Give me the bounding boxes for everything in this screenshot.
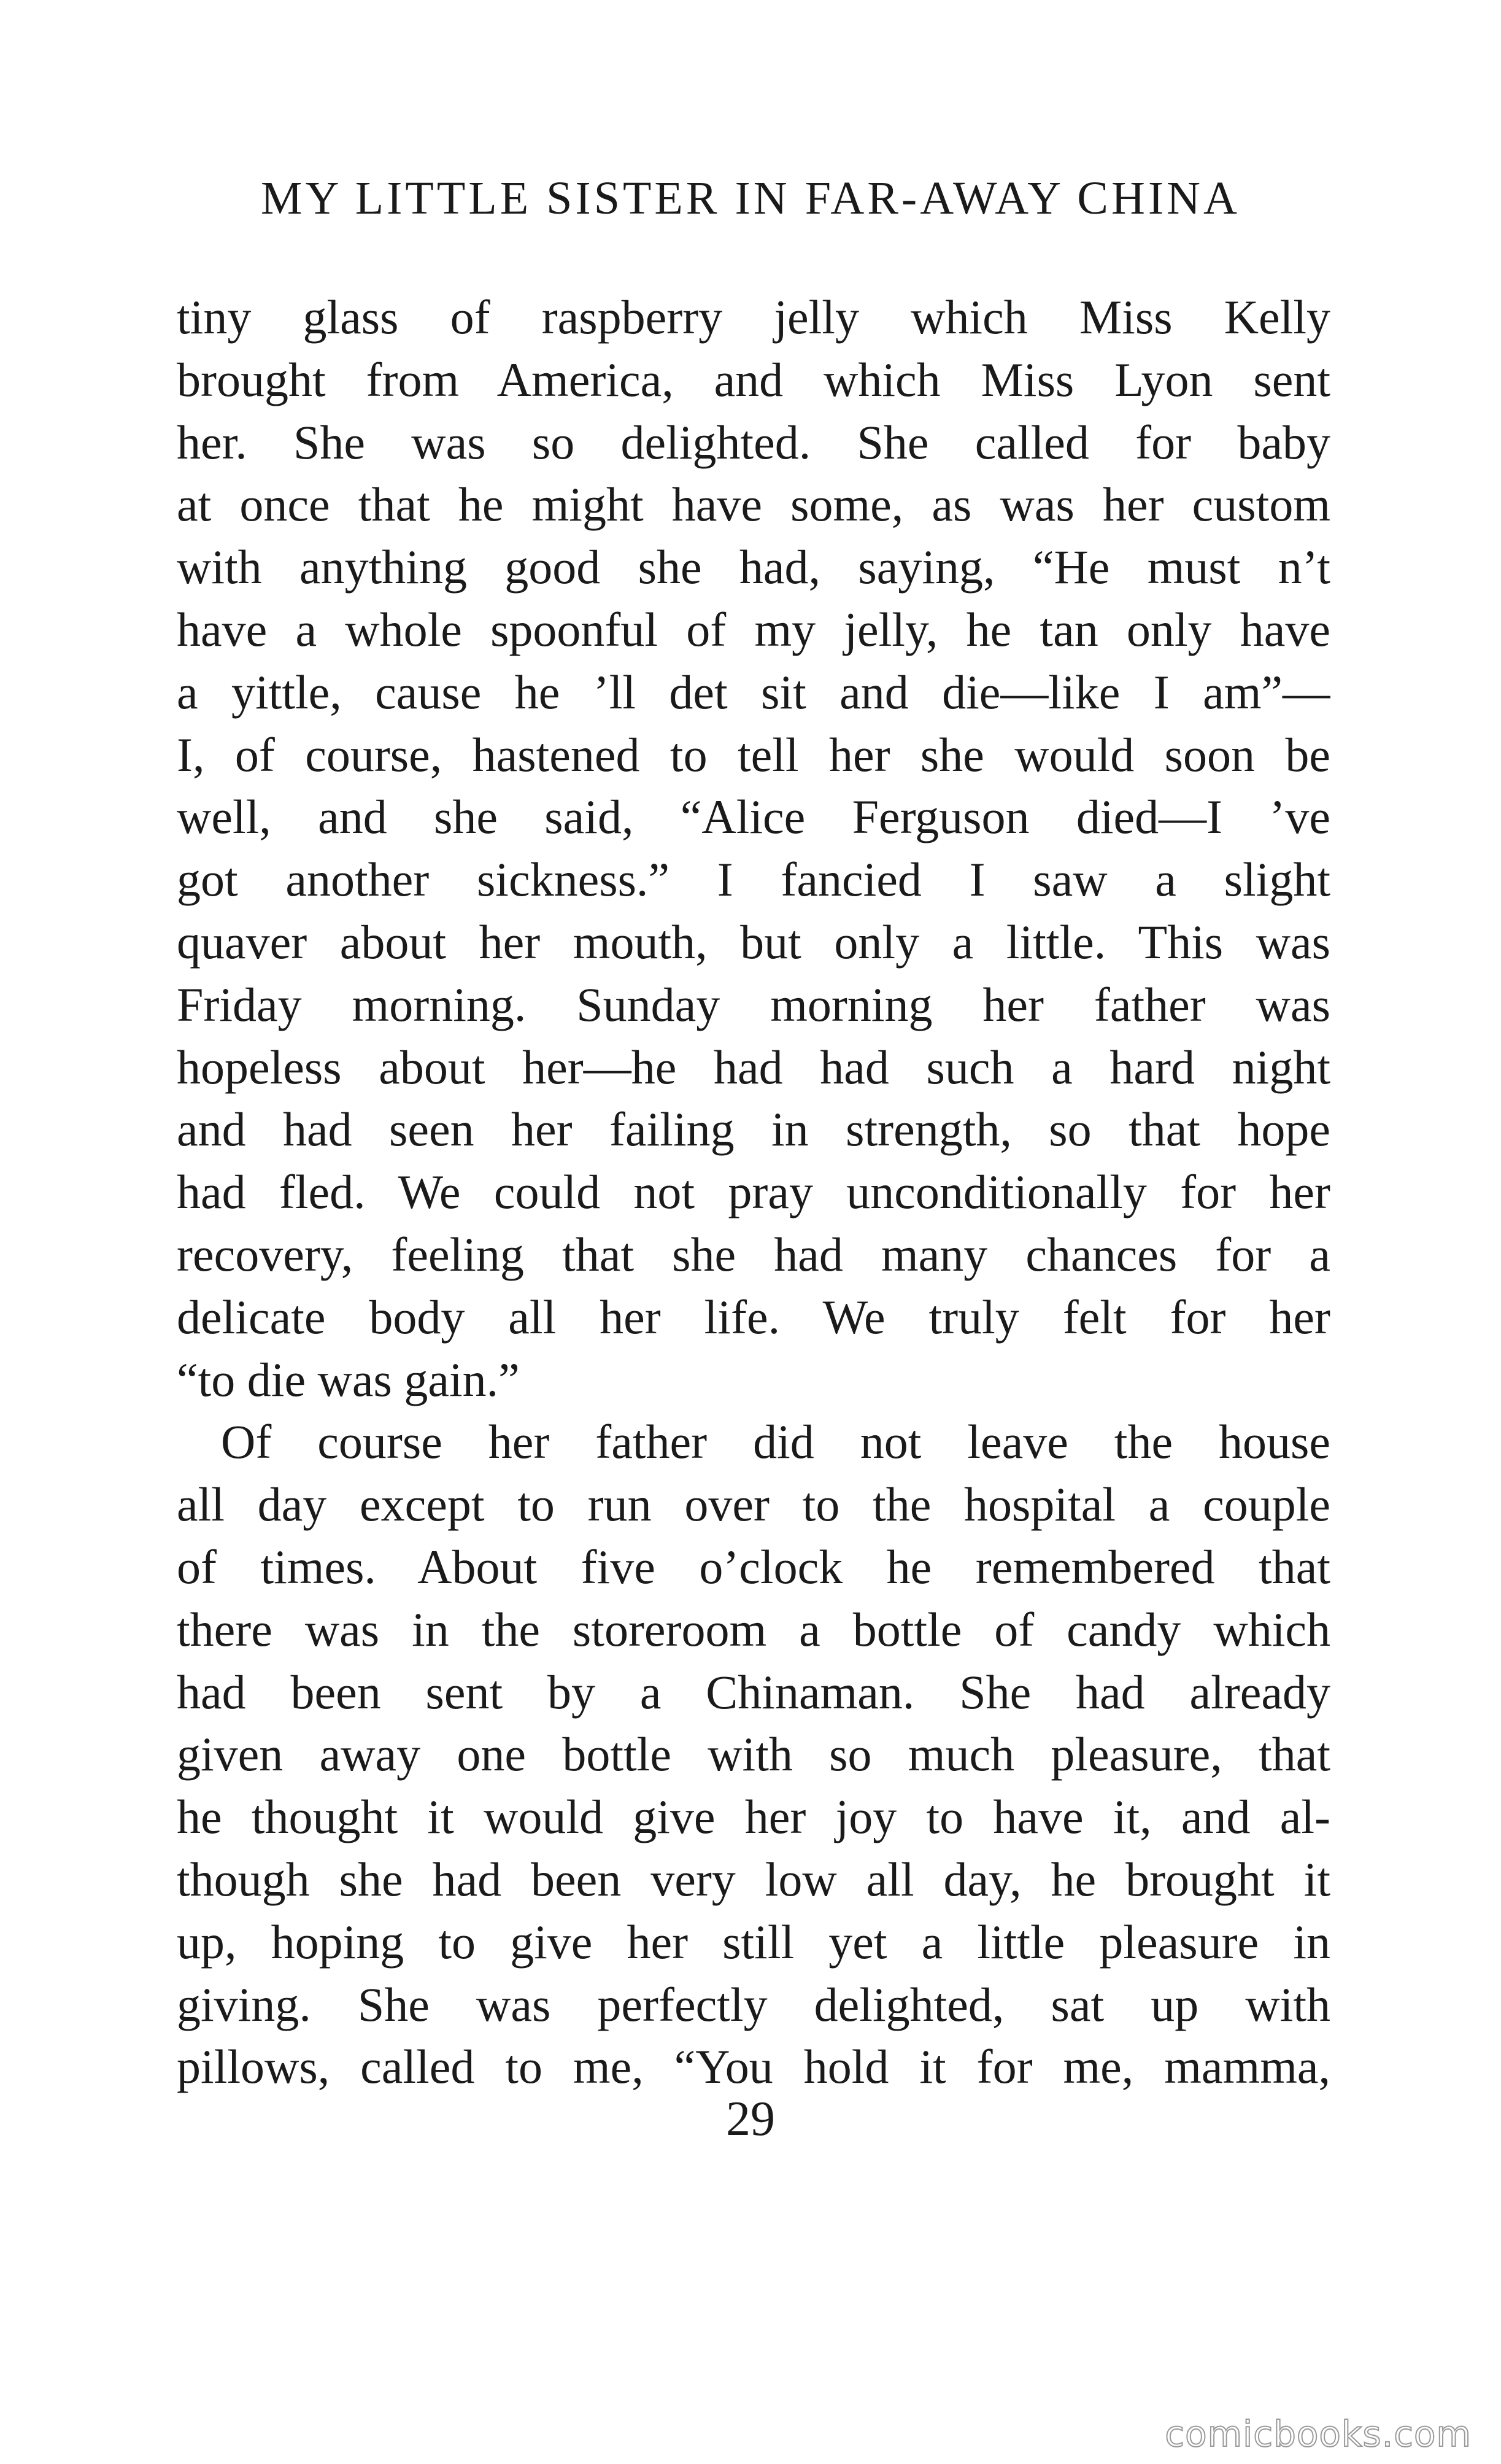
page-number: 29 (726, 2092, 775, 2146)
text-line: recovery, feeling that she had many chances for a (177, 1227, 1330, 1281)
text-line: Of course her father did not leave the house (221, 1415, 1330, 1469)
text-line: quaver about her mouth, but only a little. This was (177, 915, 1330, 969)
text-line: there was in the storeroom a bottle of candy which (177, 1602, 1330, 1656)
body-text (177, 286, 1330, 2098)
text-line: though she had been very low all day, he brought it (177, 1852, 1330, 1906)
text-line: well, and she said, “Alice Ferguson died—I ’ve (177, 790, 1330, 844)
text-line: had been sent by a Chinaman. She had already (177, 1665, 1330, 1719)
text-line: hopeless about her—he had had such a hard night (177, 1040, 1330, 1094)
text-line: he thought it would give her joy to have it, and al- (177, 1790, 1330, 1844)
text-line: giving. She was perfectly delighted, sat up with (177, 1977, 1330, 2031)
text-line: got another sickness.” I fancied I saw a slight (177, 853, 1330, 907)
text-line: all day except to run over to the hospital a couple (177, 1478, 1330, 1532)
text-line: up, hoping to give her still yet a little pleasure in (177, 1915, 1330, 1969)
text-line: her. She was so delighted. She called for baby (177, 415, 1330, 469)
text-line: given away one bottle with so much pleasure, that (177, 1727, 1330, 1781)
text-line: had fled. We could not pray unconditionally for her (177, 1165, 1330, 1219)
running-head: MY LITTLE SISTER IN FAR-AWAY CHINA (261, 172, 1240, 224)
text-line: at once that he might have some, as was her custom (177, 478, 1330, 532)
text-line: of times. About five o’clock he remembered that (177, 1540, 1330, 1594)
watermark: comicbooks.com (1165, 2413, 1472, 2455)
text-line: with anything good she had, saying, “He must n’t (177, 540, 1330, 594)
text-line: I, of course, hastened to tell her she would soon be (177, 727, 1330, 781)
text-line: brought from America, and which Miss Lyon sent (177, 352, 1330, 406)
text-line: and had seen her failing in strength, so that hope (177, 1102, 1330, 1156)
text-line: Friday morning. Sunday morning her father was (177, 977, 1330, 1031)
paragraph (177, 1411, 1330, 2098)
text-line: tiny glass of raspberry jelly which Miss Kelly (177, 290, 1330, 344)
text-line: a yittle, cause he ’ll det sit and die—like I am”— (177, 665, 1330, 719)
paragraph (177, 286, 1330, 1411)
text-line: have a whole spoonful of my jelly, he tan only have (177, 602, 1330, 656)
text-line: pillows, called to me, “You hold it for me, mamma, (177, 2040, 1330, 2094)
text-line: delicate body all her life. We truly felt for her (177, 1290, 1330, 1344)
text-line: “to die was gain.” (177, 1352, 520, 1406)
